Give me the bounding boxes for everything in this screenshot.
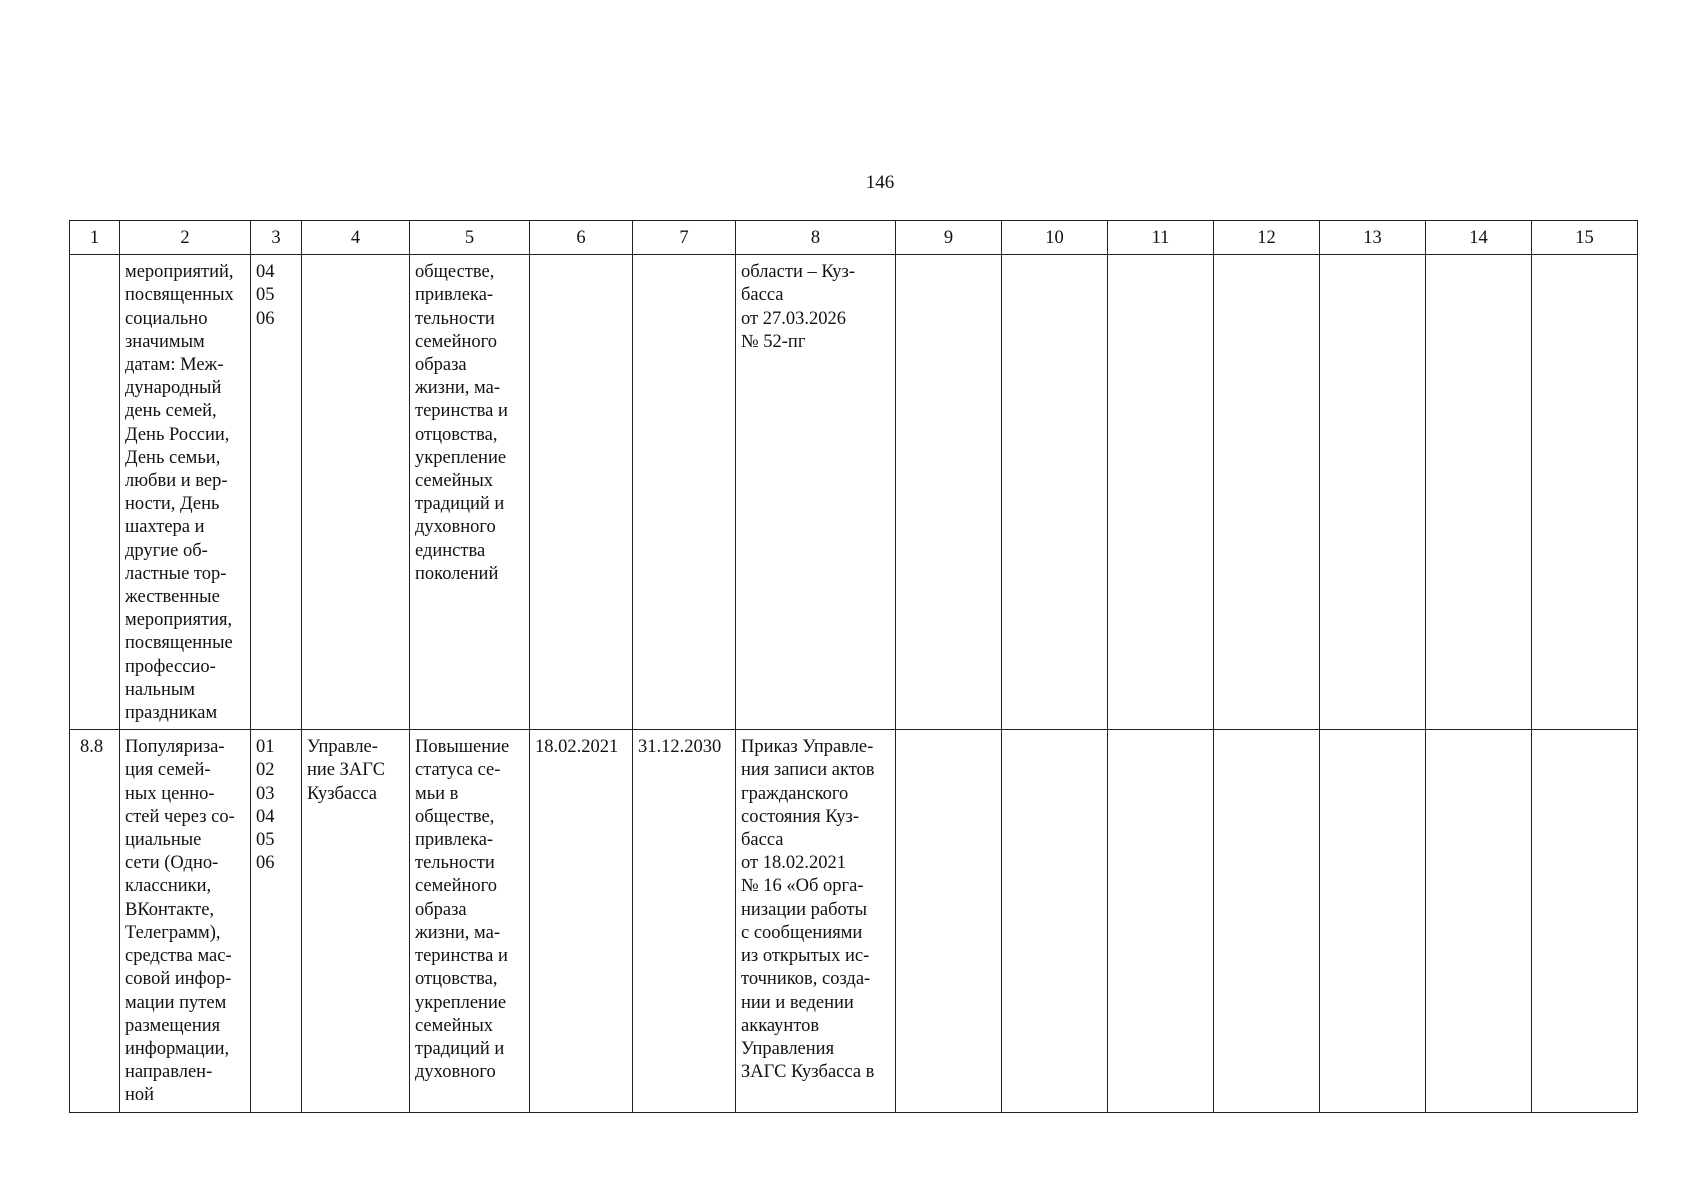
table-cell: [1108, 255, 1214, 730]
start-date-cell: 18.02.2021: [530, 730, 633, 1112]
header-cell-10: 10: [1002, 221, 1108, 255]
header-cell-9: 9: [896, 221, 1002, 255]
end-date-cell: 31.12.2030: [633, 730, 736, 1112]
result-cell: обществе, привлека- тельности семейного образа жизни, ма- теринства и отцовства, укрепление семейных традиций и духовного единства поколений: [410, 255, 530, 730]
end-date-cell: [633, 255, 736, 730]
executor-cell: Управле- ние ЗАГС Кузбасса: [302, 730, 410, 1112]
header-cell-5: 5: [410, 221, 530, 255]
header-cell-6: 6: [530, 221, 633, 255]
table-cell: [1002, 255, 1108, 730]
header-cell-13: 13: [1320, 221, 1426, 255]
table-cell: [896, 255, 1002, 730]
table-row: [70, 255, 1638, 730]
header-cell-2: 2: [120, 221, 251, 255]
header-cell-11: 11: [1108, 221, 1214, 255]
table-cell: [1320, 730, 1426, 1112]
document-cell: Приказ Управле- ния записи актов гражданского состояния Куз- басса от 18.02.2021 № 16 «Об орга- низации работы с сообщениями из открытых ис- точников, созда- нии и ведении аккаунтов Управления ЗАГС Кузбасса в: [736, 730, 896, 1112]
table-cell: [1426, 255, 1532, 730]
row-number-cell: [70, 255, 120, 730]
row-number-cell: 8.8: [70, 730, 120, 1112]
header-cell-12: 12: [1214, 221, 1320, 255]
executor-cell: [302, 255, 410, 730]
header-cell-1: 1: [70, 221, 120, 255]
table-cell: [1426, 730, 1532, 1112]
header-cell-14: 14: [1426, 221, 1532, 255]
table-cell: [1214, 730, 1320, 1112]
result-cell: Повышение статуса се- мьи в обществе, привлека- тельности семейного образа жизни, ма- теринства и отцовства, укрепление семейных традиций и духовного: [410, 730, 530, 1112]
header-cell-15: 15: [1532, 221, 1638, 255]
header-cell-4: 4: [302, 221, 410, 255]
header-cell-7: 7: [633, 221, 736, 255]
table-cell: [1108, 730, 1214, 1112]
header-cell-8: 8: [736, 221, 896, 255]
table-row: [70, 730, 1638, 1112]
measure-name-cell: мероприятий, посвященных социально значимым датам: Меж- дународный день семей, День России, День семьи, любви и вер- ности, День шахтера и другие об- ластные тор- жественные мероприятия, посвященные профессио- нальным праздникам: [120, 255, 251, 730]
measure-name-cell: Популяриза- ция семей- ных ценно- стей через со- циальные сети (Одно- классники, ВКонтакте, Телеграмм), средства мас- совой инфор- мации путем размещения информации, направлен- ной: [120, 730, 251, 1112]
document-cell: области – Куз- басса от 27.03.2026 № 52-пг: [736, 255, 896, 730]
header-row: [70, 221, 1638, 255]
page-number: 146: [865, 172, 895, 193]
header-cell-3: 3: [251, 221, 302, 255]
table-cell: [1320, 255, 1426, 730]
table-cell: [1002, 730, 1108, 1112]
table-cell: [1532, 730, 1638, 1112]
codes-cell: 01 02 03 04 05 06: [251, 730, 302, 1112]
codes-cell: 04 05 06: [251, 255, 302, 730]
measures-table: [69, 220, 1638, 1113]
table-cell: [1214, 255, 1320, 730]
start-date-cell: [530, 255, 633, 730]
table-cell: [896, 730, 1002, 1112]
table-cell: [1532, 255, 1638, 730]
